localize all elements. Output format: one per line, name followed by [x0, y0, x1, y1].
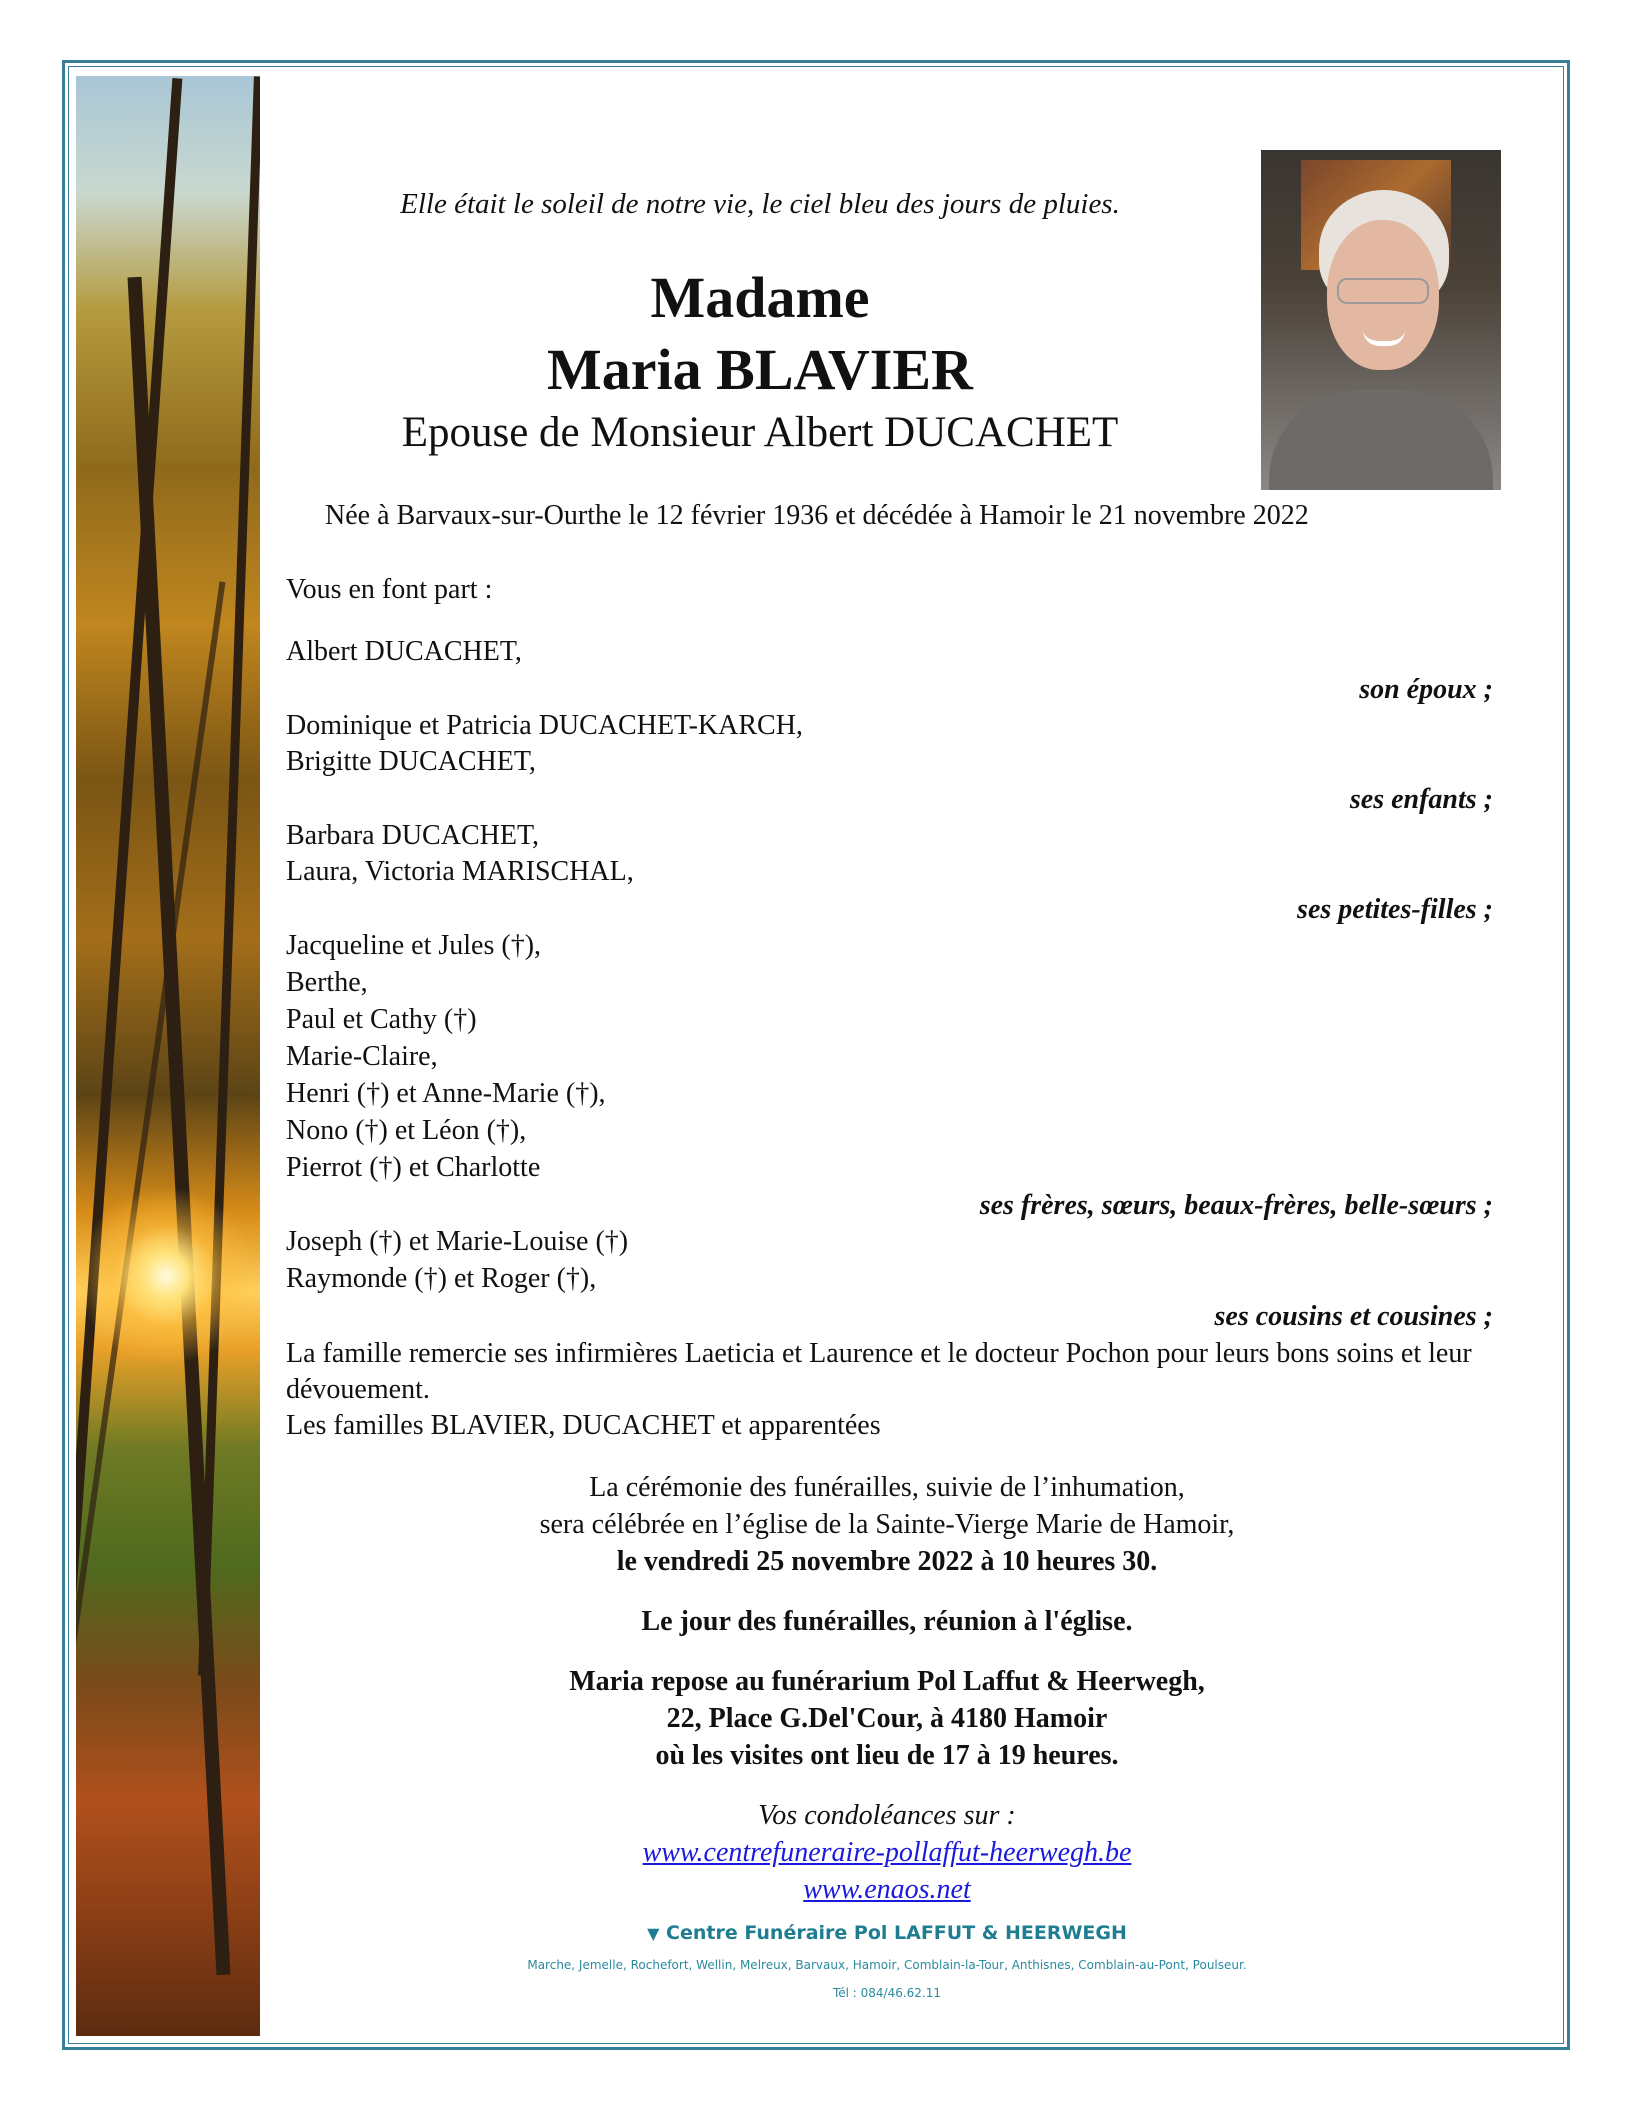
family-name: Jacqueline et Jules (†), — [286, 930, 542, 961]
address-line: 22, Place G.Del'Cour, à 4180 Hamoir — [666, 1703, 1108, 1734]
ceremony-line: La cérémonie des funérailles, suivie de l’inhumation, — [589, 1472, 1185, 1503]
family-name: Joseph (†) et Marie-Louise (†) — [286, 1226, 629, 1257]
quote: Elle était le soleil de notre vie, le ciel bleu des jours de pluies. — [400, 188, 1120, 220]
family-name: Brigitte DUCACHET, — [286, 746, 536, 777]
family-name: Barbara DUCACHET, — [286, 820, 539, 851]
triangle-down-icon: ▼ — [647, 1924, 660, 1943]
relation-role: ses cousins et cousines ; — [1214, 1301, 1493, 1332]
condolences-label: Vos condoléances sur : — [758, 1800, 1016, 1831]
ceremony-date: le vendredi 25 novembre 2022 à 10 heures 30. — [616, 1546, 1158, 1577]
funeral-home-name: ▼ Centre Funéraire Pol LAFFUT & HEERWEGH — [647, 1922, 1127, 1944]
condolences-link-1[interactable]: www.centrefuneraire-pollaffut-heerwegh.be — [642, 1837, 1132, 1868]
family-name: Dominique et Patricia DUCACHET-KARCH, — [286, 710, 803, 741]
relation-role: ses enfants ; — [1349, 784, 1493, 815]
family-name: Nono (†) et Léon (†), — [286, 1115, 527, 1146]
thanks-paragraph: La famille remercie ses infirmières Laeticia et Laurence et le docteur Pochon pour leurs bons soins et leur dévouement. — [286, 1338, 1472, 1405]
family-name: Paul et Cathy (†) — [286, 1004, 477, 1035]
funerarium-line: Maria repose au funérarium Pol Laffut & Heerwegh, — [569, 1666, 1205, 1697]
family-name: Raymonde (†) et Roger (†), — [286, 1263, 597, 1294]
families-line: Les familles BLAVIER, DUCACHET et apparentées — [286, 1410, 881, 1441]
relation-role: ses petites-filles ; — [1297, 894, 1493, 925]
family-name: Albert DUCACHET, — [286, 636, 522, 667]
family-name: Henri (†) et Anne-Marie (†), — [286, 1078, 606, 1109]
deceased-name: Maria BLAVIER — [547, 337, 973, 402]
meeting-line: Le jour des funérailles, réunion à l'église. — [641, 1606, 1133, 1637]
funeral-home-phone: Tél : 084/46.62.11 — [832, 1986, 942, 2000]
birth-death-line: Née à Barvaux-sur-Ourthe le 12 février 1936 et décédée à Hamoir le 21 novembre 2022 — [325, 500, 1309, 531]
relation-role: son époux ; — [1359, 674, 1493, 705]
condolences-link-2[interactable]: www.enaos.net — [803, 1874, 971, 1905]
relation-role: ses frères, sœurs, beaux-frères, belle-sœurs ; — [979, 1190, 1493, 1221]
autumn-forest-image — [76, 76, 260, 2036]
ceremony-line: sera célébrée en l’église de la Sainte-Vierge Marie de Hamoir, — [539, 1509, 1235, 1540]
family-name: Laura, Victoria MARISCHAL, — [286, 856, 634, 887]
funeral-home-locations: Marche, Jemelle, Rochefort, Wellin, Melreux, Barvaux, Hamoir, Comblain-la-Tour, Anthisnes, Comblain-au-Pont, Poulseur. — [527, 1958, 1247, 1972]
family-name: Berthe, — [286, 967, 368, 998]
visits-line: où les visites ont lieu de 17 à 19 heures. — [655, 1740, 1119, 1771]
intro-text: Vous en font part : — [286, 574, 493, 605]
portrait-photo — [1261, 150, 1501, 490]
spouse-line: Epouse de Monsieur Albert DUCACHET — [401, 409, 1119, 456]
family-name: Pierrot (†) et Charlotte — [286, 1152, 541, 1183]
title-honorific: Madame — [650, 265, 870, 330]
family-name: Marie-Claire, — [286, 1041, 438, 1072]
